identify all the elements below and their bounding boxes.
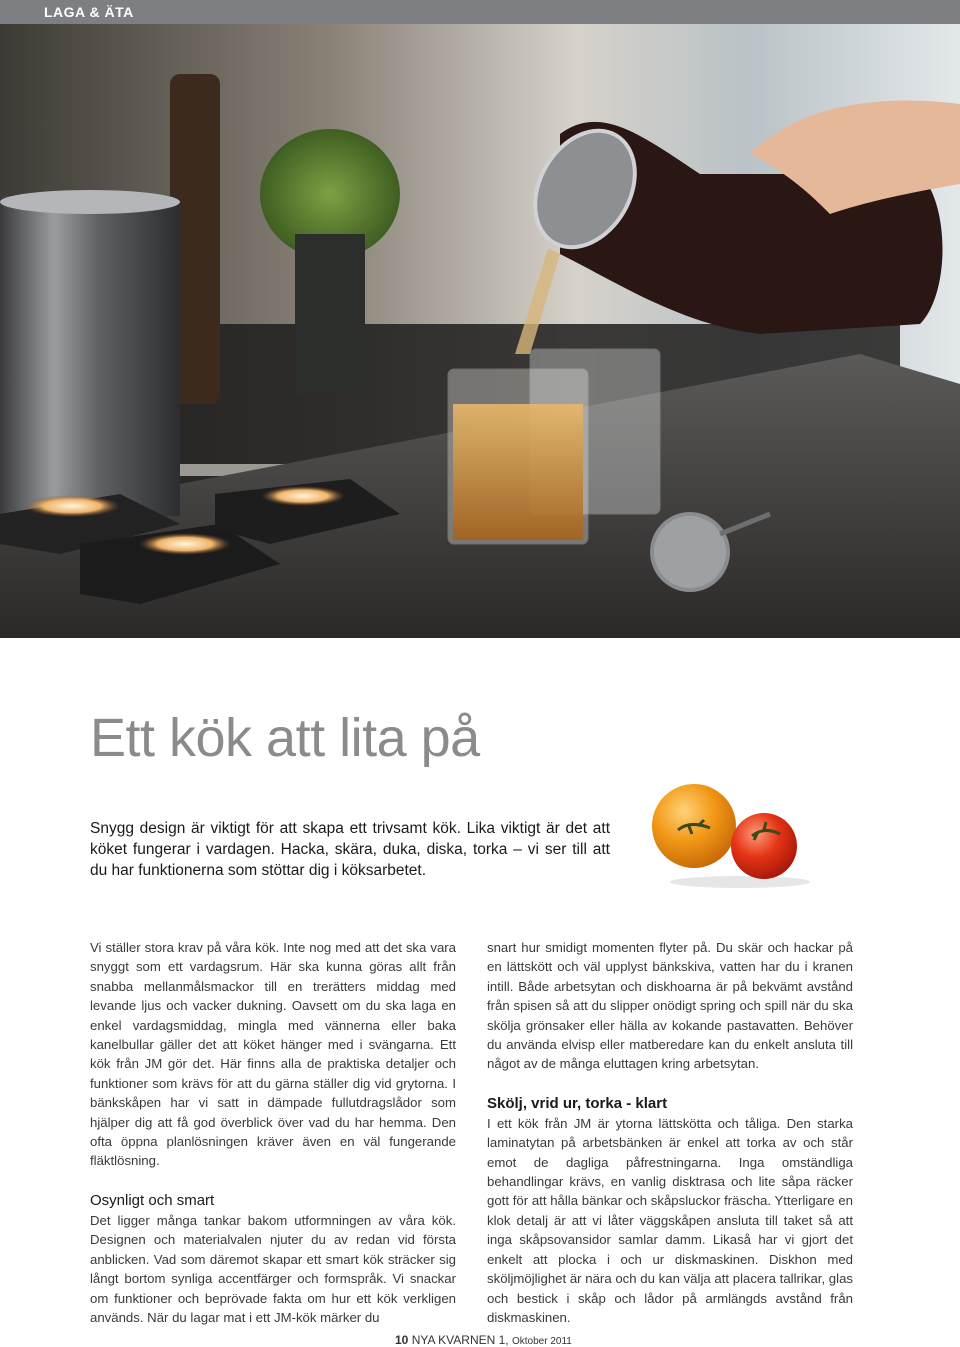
section-header [0, 0, 960, 24]
subheading: Skölj, vrid ur, torka - klart [487, 1094, 668, 1112]
article-column-right [487, 938, 853, 1327]
paragraph: Det ligger många tankar bakom utformningen av våra kök. Designen och materialvalen njuter du av redan vid första anblicken. Vad som däremot skapar ett smart kök sträcker sig långt bortom synliga accentfärger och formspråk. Vi snackar om funktioner och beprövade fakta om hur ett kök verkligen används. När du lagar mat i ett JM-kök märker du [90, 1212, 456, 1325]
tomatoes-image [640, 760, 820, 900]
paragraph: I ett kök från JM är ytorna lättskötta och tåliga. Den starka laminatytan på arbetsbänken är enkel att torka av och står emot de dagliga påfrestningarna. Inga omständliga behandlingar krävs, en vanlig disktrasa och lite såpa räcker gott för att hålla bänkar och skåpsluckor fräscha. Ytterligare en klok detalj är att vi låter väggskåpen ansluta till taket så att inga skåpsovansidor samlar damm. Likaså har vi gjort det enkelt att plocka i och ur diskmaskinen. Diskhon med sköljmöjlighet är nära och du kan välja att placera tallrikar, glas och bestick i skåp och lådor på armlängds avstånd från diskmaskinen. [487, 1115, 853, 1325]
section-label: LAGA & ÄTA [44, 4, 134, 20]
magazine-name: NYA KVARNEN 1, [411, 1333, 509, 1347]
paragraph: snart hur smidigt momenten flyter på. Du skär och hackar på en lättskött och väl upplyst bänkskiva, vatten har du i kranen intill. Både arbetsytan och diskhoarna är på bekvämt avstånd från spisen så att du slipper onödigt spring och spill när du ska skölja grönsaker eller hälla av kokande pastavatten. Behöver du använda elvisp eller matberedare kan du enkelt ansluta till något av de många eluttagen kring arbetsytan. [487, 940, 853, 1072]
issue-date: Oktober 2011 [511, 1336, 572, 1347]
article-title: Ett kök att lita på [90, 708, 480, 768]
paragraph: Vi ställer stora krav på våra kök. Inte nog med att det ska vara snyggt som ett vardagsrum. Här ska kunna göras allt från snabba mellanmålsmackor till en trerätters middag med levande ljus och vacker dukning. Oavsett om du ska laga en enkel vardagsmiddag, mingla med vännerna eller baka kanelbullar gäller det att köket hänger med i svängarna. Ett kök från JM gör det. Här finns alla de praktiska detaljer och funktioner som krävs för att du gärna ställer dig vid grytorna. I bänkskåpen har vi satt in dämpade fullutdragslådor som hjälper dig att få god överblick över vad du har hemma. Den ofta öppna planlösningen kräver även en väl fungerande fläktlösning. [90, 940, 456, 1169]
article-column-left [90, 938, 456, 1327]
subheading: Osynligt och smart [90, 1191, 215, 1209]
page-number: 10 [395, 1333, 409, 1347]
page-footer [395, 1333, 572, 1347]
article-intro: Snygg design är viktigt för att skapa ett trivsamt kök. Lika viktigt är det att köket fungerar i vardagen. Hacka, skära, duka, diska, torka – vi ser till att du har funktionerna som stöttar dig i köksarbetet. [90, 820, 610, 879]
hero-photo [0, 24, 960, 638]
